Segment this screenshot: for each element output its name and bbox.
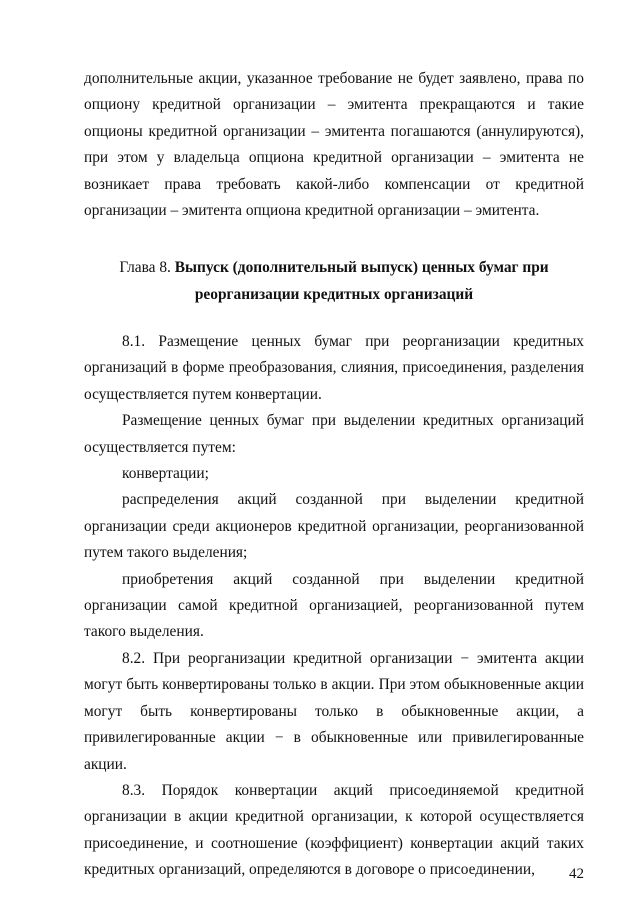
paragraph-8-2: 8.2. При реорганизации кредитной организации − эмитента акции могут быть конвертированы только в акции. При этом обыкновенные акции могут быть конвертированы только в обыкновенные акции, а привилегированные акции − в обыкновенные или привилегированные акции.: [84, 649, 584, 773]
chapter-heading: [84, 254, 584, 308]
intro-block: [84, 66, 584, 224]
intro-paragraph: дополнительные акции, указанное требование не будет заявлено, права по опциону кредитной организации – эмитента прекращаются и такие опционы кредитной организации – эмитента погашаются (аннулируются), при этом у владельца опциона кредитной организации – эмитента не возникает права требовать какой-либо компенсации от кредитной организации – эмитента опциона кредитной организации – эмитента.: [84, 70, 584, 220]
page-number: 42: [569, 866, 584, 882]
chapter-title-line2: реорганизации кредитных организаций: [194, 286, 474, 303]
body-block: [84, 329, 584, 884]
paragraph-8-3: 8.3. Порядок конвертации акций присоединяемой кредитной организации в акции кредитной организации, к которой осуществляется присоединение, и соотношение (коэффициент) конвертации акций таких кредитных организаций, определяются в договоре о присоединении,: [84, 781, 584, 879]
chapter-heading-line1: [84, 254, 584, 281]
list-item-conversion: конвертации;: [122, 465, 209, 483]
paragraph-placement-on-spinoff: Размещение ценных бумаг при выделении кредитных организаций осуществляется путем:: [84, 412, 584, 456]
chapter-title-line1: Выпуск (дополнительный выпуск) ценных бумаг при: [174, 259, 549, 276]
list-item-acquisition: приобретения акций созданной при выделении кредитной организации самой кредитной организацией, реорганизованной путем такого выделения.: [84, 570, 584, 641]
paragraph-8-1: 8.1. Размещение ценных бумаг при реорганизации кредитных организаций в форме преобразования, слияния, присоединения, разделения осуществляется путем конвертации.: [84, 333, 584, 403]
chapter-label: Глава 8.: [119, 259, 171, 276]
list-item-distribution: распределения акций созданной при выделении кредитной организации среди акционеров кредитной организации, реорганизованной путем такого выделения;: [84, 491, 584, 562]
